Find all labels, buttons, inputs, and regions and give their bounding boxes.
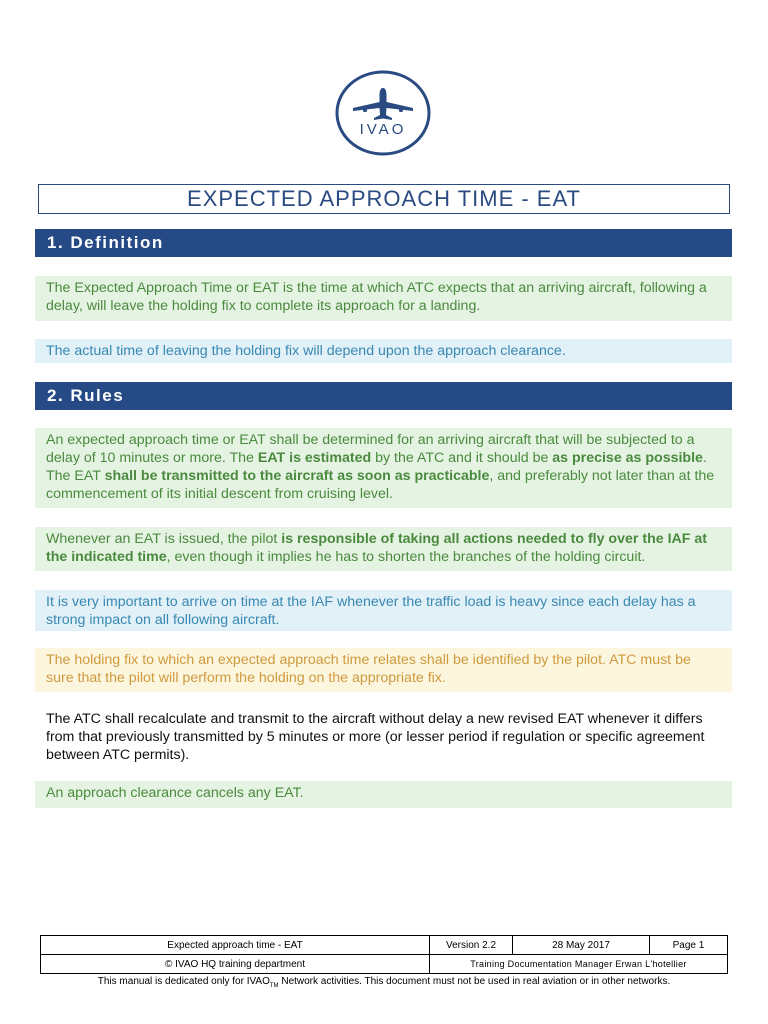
rule-emphasis: as precise as possible [552,450,703,466]
footer-manager: Training Documentation Manager Erwan L'hotellier [430,955,728,974]
section-heading-rules: 2. Rules [35,382,732,410]
rule-recalculation: The ATC shall recalculate and transmit to the aircraft without delay a new revised EAT whenever it differs from that previously transmitted by 5 minutes or more (or lesser period if regulation or specific agreement between ATC permits). [46,711,705,763]
footer-copyright: © IVAO HQ training department [41,955,430,974]
logo-text: IVAO [359,121,407,138]
rule-text: , and preferably not later than at the commencement of its initial descent from cruising level. [46,468,715,502]
footer-table [40,935,728,974]
footer-version: Version 2.2 [430,936,513,955]
footer-disclaimer [0,976,768,989]
page-title: EXPECTED APPROACH TIME - EAT [38,184,730,214]
footer-page: Page 1 [650,936,728,955]
rule-holding-fix-warning: The holding fix to which an expected approach time relates shall be identified by the pilot. ATC must be sure that the pilot will perform the holding on the appropriate fix. [35,648,732,692]
ivao-logo [335,70,431,156]
rule-text: by the ATC and it should be [371,450,553,466]
rule-emphasis: shall be transmitted to the aircraft as soon as practicable [104,468,490,484]
rule-text: An expected approach time or EAT shall be determined for an arriving aircraft that will be subjected to a delay of 10 minutes or more. The [46,432,695,466]
rule-eat-determination [35,428,732,508]
disclaimer-text: This manual is dedicated only for IVAO [97,976,270,987]
footer-date: 28 May 2017 [513,936,650,955]
rule-text: Whenever an EAT is issued, the pilot [46,531,282,547]
rule-emphasis: EAT is estimated [257,450,372,466]
rule-text: . The EAT [46,450,707,484]
definition-paragraph: The Expected Approach Time or EAT is the time at which ATC expects that an arriving aircraft, following a delay, will leave the holding fix to complete its approach for a landing. [35,276,732,321]
trademark: TM [269,983,279,989]
rule-timing-note: It is very important to arrive on time at the IAF whenever the traffic load is heavy since each delay has a strong impact on all following aircraft. [35,590,732,631]
disclaimer-text: Network activities. This document must not be used in real aviation or in other networks. [278,976,671,987]
rule-clearance-cancels: An approach clearance cancels any EAT. [35,781,732,808]
definition-note: The actual time of leaving the holding fix will depend upon the approach clearance. [35,339,732,363]
section-heading-definition: 1. Definition [35,229,732,257]
footer-doc-title: Expected approach time - EAT [41,936,430,955]
rule-emphasis: is responsible of taking all actions needed to fly over the IAF at the indicated time [46,531,707,565]
rule-pilot-responsibility [35,527,732,571]
rule-text: , even though it implies he has to shorten the branches of the holding circuit. [166,549,646,565]
